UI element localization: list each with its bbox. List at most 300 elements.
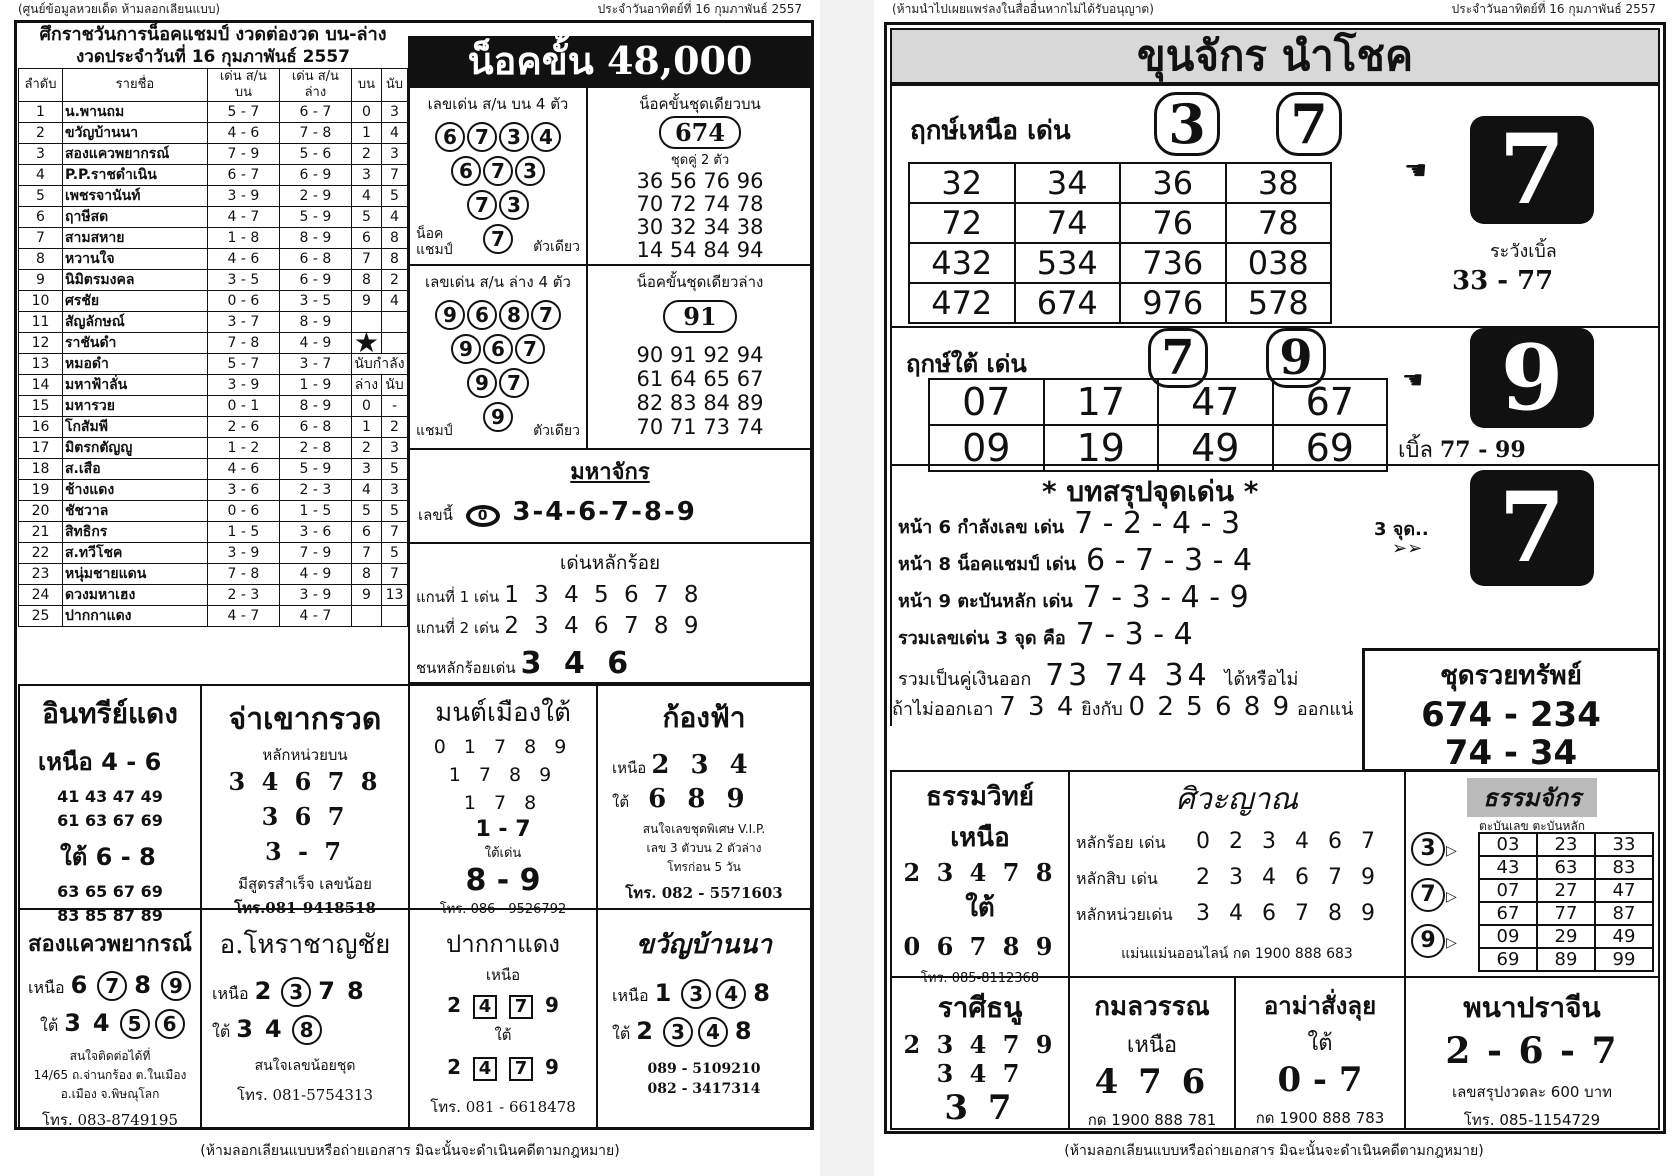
number-circle: 6 — [483, 334, 513, 364]
mont-r4: 1 - 7 — [475, 817, 531, 842]
indra-north-nums — [20, 785, 200, 833]
name-cell: สองแควพยากรณ์ — [63, 144, 208, 165]
top-cell: 1 - 5 — [207, 522, 279, 543]
top-cell: 4 - 6 — [207, 123, 279, 144]
north-grid-row — [909, 163, 1331, 203]
pakka-south — [410, 1055, 596, 1081]
set-top-title: น็อคขั้นชุดเดียวบน — [639, 95, 761, 113]
single-label: ตัวเดียว — [533, 239, 580, 255]
mont-row: 1 7 8 9 — [448, 764, 558, 786]
knock-banner — [408, 36, 812, 86]
number-circle: 9 — [483, 402, 513, 432]
dhamma-key-row — [1410, 878, 1474, 924]
table-row — [19, 228, 408, 249]
summary-line-label: หน้า 9 ตะบันหลัก เด่น — [898, 591, 1073, 612]
dhamma-key-row — [1410, 924, 1474, 970]
nab-cell: 4 — [382, 291, 408, 312]
pakka-digit: 4 — [473, 1057, 497, 1081]
table-row — [19, 543, 408, 564]
row-label: ใต้ — [212, 1022, 231, 1041]
dhamma-grid-row — [1479, 856, 1653, 879]
rank-cell: 12 — [19, 333, 63, 354]
rich-title: ชุดรวยทรัพย์ — [1440, 661, 1582, 691]
rasi-l3: 3 7 — [944, 1088, 1016, 1128]
set-bottom-row: 82 83 84 89 — [636, 391, 764, 415]
kongfa-panel — [596, 684, 812, 910]
bon-cell: 2 — [351, 144, 381, 165]
top-cell: 2 - 3 — [207, 585, 279, 606]
bon-cell: 1 — [351, 417, 381, 438]
number-circle: 3 — [499, 190, 529, 220]
rank-cell: 6 — [19, 207, 63, 228]
pakka-digit: 9 — [545, 993, 559, 1017]
bon-cell: 9 — [351, 291, 381, 312]
song-panel — [18, 908, 202, 1130]
kwan-tel1: 089 - 5109210 — [647, 1061, 761, 1077]
nab-cell — [382, 606, 408, 627]
summary-line-value: 7 - 3 - 4 — [1075, 617, 1193, 652]
north-grid-cell: 74 — [1015, 203, 1121, 243]
set-top-row: 30 32 34 38 — [636, 215, 764, 239]
name-cell: นิมิตรมงคล — [63, 270, 208, 291]
rich-l1: 674 - 234 — [1421, 695, 1601, 735]
name-cell: ช้างแดง — [63, 480, 208, 501]
knock-bottom-right — [590, 266, 810, 448]
rank-cell: 23 — [19, 564, 63, 585]
arma-tel: กด 1900 888 783 — [1255, 1109, 1385, 1127]
indra-title: อินทรีย์แดง — [42, 697, 178, 730]
tham-tel: โทร. 085-8112368 — [920, 971, 1040, 986]
circle-row — [410, 334, 586, 364]
top-cell: 3 - 5 — [207, 270, 279, 291]
mont-panel — [408, 684, 598, 917]
bottom-cell: 4 - 9 — [279, 333, 351, 354]
marked-digit: 6 — [155, 1009, 185, 1039]
rank-cell: 22 — [19, 543, 63, 564]
top-cell: 0 - 1 — [207, 396, 279, 417]
rank-cell: 19 — [19, 480, 63, 501]
arma-panel — [1234, 976, 1406, 1130]
number-circle: 3 — [499, 122, 529, 152]
marked-digit: 8 — [346, 977, 364, 1005]
kongfa-south-label: ใต้ — [612, 793, 630, 811]
indra-north: 4 - 6 — [101, 748, 162, 776]
else-line — [892, 692, 1353, 723]
tham-north-label: เหนือ — [950, 823, 1010, 853]
north-grid-cell: 76 — [1120, 203, 1226, 243]
bottom-cell: 8 - 9 — [279, 396, 351, 417]
mont-row: 0 1 7 8 9 — [433, 736, 573, 758]
mahachak-title: มหาจักร — [570, 460, 650, 485]
pakka-title: ปากกาแดง — [445, 930, 561, 958]
indra-north-label: เหนือ — [38, 748, 93, 776]
south-label: ฤกษ์ใต้ เด่น — [906, 350, 1027, 378]
north-grid-cell: 736 — [1120, 243, 1226, 283]
set-top-row: 36 56 76 96 — [636, 169, 764, 193]
bottom-cell: 6 - 8 — [279, 249, 351, 270]
south-grid-cell: 17 — [1044, 379, 1159, 425]
south-grid-cell: 19 — [1044, 425, 1159, 471]
south-grid-cell: 49 — [1158, 425, 1273, 471]
name-cell: หมอดำ — [63, 354, 208, 375]
number-circle: 7 — [483, 224, 513, 254]
siva-row — [1076, 901, 1404, 937]
number-circle: 9 — [435, 300, 465, 330]
top-cell: 4 - 6 — [207, 249, 279, 270]
pakka-tel: โทร. 081 - 6618478 — [430, 1098, 576, 1116]
bon-cell: 1 — [351, 123, 381, 144]
else-val: 7 3 4 — [999, 692, 1076, 722]
win-value: 3 4 6 — [520, 646, 635, 681]
dhamma-grid-cell: 89 — [1537, 948, 1595, 971]
song-title: สองแควพยากรณ์ — [28, 931, 192, 957]
rank-cell: 7 — [19, 228, 63, 249]
knock-table-panel — [18, 24, 408, 684]
col-rank: ลำดับ — [19, 69, 63, 102]
rank-cell: 13 — [19, 354, 63, 375]
set-bottom-row: 61 64 65 67 — [636, 367, 764, 391]
number-circle: 3 — [515, 156, 545, 186]
rank-cell: 24 — [19, 585, 63, 606]
hora-title: อ.โหราชาญชัย — [219, 930, 391, 960]
table-row — [19, 207, 408, 228]
row-label: เหนือ — [612, 986, 649, 1005]
knock-bottom-circles — [410, 300, 586, 432]
table-title: ศึกราชวันการน็อคแชมป์ งวดต่องวด บน-ล่าง — [39, 24, 387, 45]
nab-cell: 5 — [382, 186, 408, 207]
south-grid-cell: 47 — [1158, 379, 1273, 425]
dhamma-grid-cell: 03 — [1479, 833, 1537, 856]
jakrub-sub: หลักหน่วยบน — [262, 746, 348, 764]
name-cell: ศรชัย — [63, 291, 208, 312]
jakrub-n3: 3 - 7 — [264, 837, 346, 866]
siva-title: ศิวะญาณ — [1175, 782, 1299, 817]
number-circle: 7 — [499, 368, 529, 398]
knock-banner-text: น็อคขั้น 48,000 — [408, 36, 812, 86]
south-d1: 7 — [1148, 328, 1208, 388]
dhamma-key-row — [1410, 832, 1474, 878]
dhamma-grid-row — [1479, 879, 1653, 902]
south-grid — [928, 378, 1388, 472]
dhamma-grid-cell: 87 — [1595, 902, 1653, 925]
ranking-body — [19, 102, 408, 627]
bottom-cell: 4 - 9 — [279, 564, 351, 585]
circle-row — [410, 368, 586, 398]
bon-cell: 3 — [351, 165, 381, 186]
north-grid-cell: 432 — [909, 243, 1015, 283]
pair-vals: 73 74 34 — [1045, 658, 1211, 693]
rank-cell: 25 — [19, 606, 63, 627]
kongfa-note3: โทรก่อน 5 วัน — [667, 860, 741, 874]
rich-panel — [1362, 648, 1660, 772]
out-label: ออกแน่ — [1296, 699, 1354, 720]
number-circle: 4 — [531, 122, 561, 152]
marked-digit: 4 — [264, 1015, 282, 1043]
south-double-label: เบิ้ล — [1398, 438, 1433, 463]
knock-champ-label — [416, 226, 453, 258]
bottom-cell: 6 - 9 — [279, 165, 351, 186]
nab-cell: 8 — [382, 249, 408, 270]
north-grid-cell: 38 — [1226, 163, 1332, 203]
set-bottom-row: 70 71 73 74 — [636, 415, 764, 439]
table-row — [19, 585, 408, 606]
mont-row: 1 7 8 — [463, 792, 543, 814]
marked-digit: 7 — [318, 977, 335, 1005]
summary-big: 7 — [1470, 470, 1594, 586]
number-circle: 7 — [515, 334, 545, 364]
set-top-row: 14 54 84 94 — [636, 238, 764, 262]
dhamma-grid-cell: 27 — [1537, 879, 1595, 902]
number-circle: 7 — [467, 122, 497, 152]
siva-row — [1076, 865, 1404, 901]
marked-digit: 8 — [734, 1017, 752, 1045]
marked-digit: 8 — [753, 979, 770, 1007]
dhamma-key: 7 — [1411, 878, 1445, 912]
marked-digit: 4 — [698, 1017, 728, 1047]
number-circle: 6 — [451, 156, 481, 186]
table-row — [19, 186, 408, 207]
south-double — [1398, 432, 1526, 467]
rank-cell: 17 — [19, 438, 63, 459]
dhamma-grid-cell: 07 — [1479, 879, 1537, 902]
bon-cell: 8 — [351, 270, 381, 291]
kongfa-note2: เลข 3 ตัวบน 2 ตัวล่าง — [646, 841, 762, 855]
bon-cell: 7 — [351, 249, 381, 270]
left-header-date: ประจำวันอาทิตย์ที่ 16 กุมภาพันธ์ 2557 — [597, 2, 802, 16]
summary-line-value: 7 - 3 - 4 - 9 — [1082, 580, 1249, 615]
north-grid — [908, 162, 1332, 324]
bottom-cell: 5 - 9 — [279, 207, 351, 228]
pakka-digit: 4 — [473, 995, 497, 1019]
top-cell: 5 - 7 — [207, 354, 279, 375]
kamon-panel — [1068, 976, 1236, 1130]
siva-panel — [1068, 770, 1406, 978]
axis2-value: 2 3 4 6 7 8 9 — [504, 613, 703, 639]
top-cell: 3 - 9 — [207, 543, 279, 564]
bon-cell: 2 — [351, 438, 381, 459]
col-bottom: เด่น ส/น ล่าง — [279, 69, 351, 102]
bottom-cell: 6 - 8 — [279, 417, 351, 438]
khun-banner-text: ขุนจักร นำโชค — [1136, 31, 1414, 80]
name-cell: ส.เสือ — [63, 459, 208, 480]
north-grid-cell: 674 — [1015, 283, 1121, 323]
south-d2: 9 — [1266, 328, 1326, 388]
table-row — [19, 564, 408, 585]
arrow-icon: ➢➢ — [1392, 538, 1423, 559]
table-row — [19, 417, 408, 438]
nab-cell: 4 — [382, 207, 408, 228]
north-label: ฤกษ์เหนือ เด่น — [910, 116, 1071, 146]
row-label: ใต้ — [40, 1016, 59, 1035]
kamon-title: กมลวรรณ — [1094, 992, 1210, 1022]
south-double-val: 77 - 99 — [1439, 437, 1526, 463]
indra-south: 6 - 8 — [95, 843, 156, 871]
hora-tel: โทร. 081-5754313 — [236, 1086, 374, 1104]
bon-cell: 0 — [351, 396, 381, 417]
nab-cell — [382, 312, 408, 333]
point-label: 3 จุด.. — [1374, 519, 1429, 540]
pana-title: พนาปราจีน — [1463, 991, 1601, 1024]
top-cell: 0 - 6 — [207, 291, 279, 312]
bon-cell: ล่าง — [351, 375, 381, 396]
name-cell: ส.ทวีโชค — [63, 543, 208, 564]
name-cell: มหารวย — [63, 396, 208, 417]
single-label-bottom: ตัวเดียว — [533, 423, 580, 439]
song-north — [28, 971, 200, 1001]
south-grid-row — [929, 379, 1387, 425]
bon-cell: 7 — [351, 543, 381, 564]
set-top-rows — [590, 170, 810, 262]
dhamma-panel — [1404, 770, 1660, 978]
axis2-label: แกนที่ 2 เด่น — [416, 619, 500, 637]
rank-cell: 9 — [19, 270, 63, 291]
tham-panel — [890, 770, 1070, 986]
pair-line — [898, 658, 1298, 693]
name-cell: P.P.ราชดำเนิน — [63, 165, 208, 186]
table-row — [19, 291, 408, 312]
dhamma-key: 3 — [1411, 832, 1445, 866]
left-header — [0, 0, 820, 18]
pana-num: 2 - 6 - 7 — [1445, 1030, 1619, 1072]
kwan-south — [612, 1017, 810, 1047]
nab-cell: - — [382, 396, 408, 417]
name-cell: สิทธิกร — [63, 522, 208, 543]
rasi-l1: 2 3 4 7 9 — [903, 1030, 1057, 1059]
marked-digit: 3 — [663, 1017, 693, 1047]
bon-cell: 9 — [351, 585, 381, 606]
else-label: ถ้าไม่ออกเอา — [892, 699, 994, 720]
top-cell: 7 - 8 — [207, 333, 279, 354]
table-row — [19, 333, 408, 354]
name-cell: น.พานถม — [63, 102, 208, 123]
nab-cell — [382, 333, 408, 354]
top-cell: 3 - 7 — [207, 312, 279, 333]
table-row — [19, 354, 408, 375]
summary-line — [898, 617, 1252, 654]
bon-cell: 0 — [351, 102, 381, 123]
set-bottom-title: น็อคขั้นชุดเดียวล่าง — [636, 273, 764, 291]
kongfa-north-label: เหนือ — [612, 759, 647, 777]
bon-cell: ★ — [351, 333, 381, 354]
table-row — [19, 396, 408, 417]
nab-cell: 8 — [382, 228, 408, 249]
jakrub-note: มีสูตรสำเร็จ เลขน้อย — [238, 875, 372, 893]
top-cell: 6 - 7 — [207, 165, 279, 186]
tham-south: 0 6 7 8 9 — [903, 932, 1057, 961]
number-circle: 7 — [483, 156, 513, 186]
siva-value: 0 2 3 4 6 7 — [1196, 829, 1381, 854]
dhamma-grid-row — [1479, 925, 1653, 948]
tham-south-label: ใต้ — [965, 893, 995, 923]
bon-cell: 4 — [351, 480, 381, 501]
pana-tel: โทร. 085-1154729 — [1463, 1111, 1601, 1129]
summary-line-label: หน้า 6 กำลังเลข เด่น — [898, 517, 1065, 538]
rank-cell: 3 — [19, 144, 63, 165]
hit-val: 0 2 5 6 8 9 — [1128, 692, 1292, 722]
pair-label: ชุดคู่ 2 ตัว — [670, 153, 730, 168]
set-bottom-rows — [590, 343, 810, 439]
set-bottom-num: 91 — [663, 300, 736, 333]
top-cell: 7 - 9 — [207, 144, 279, 165]
north-grid-row — [909, 283, 1331, 323]
bottom-cell: 2 - 9 — [279, 186, 351, 207]
row-label: เหนือ — [212, 984, 249, 1003]
dhamma-grid-cell: 47 — [1595, 879, 1653, 902]
hundreds-panel — [408, 542, 812, 684]
dhamma-grid-row — [1479, 948, 1653, 971]
summary-line — [898, 543, 1252, 580]
indra-south-label: ใต้ — [60, 843, 88, 871]
marked-digit: 9 — [161, 971, 191, 1001]
name-cell: ปากกาแดง — [63, 606, 208, 627]
summary-lines — [898, 506, 1252, 654]
dhamma-grid-cell: 09 — [1479, 925, 1537, 948]
table-row — [19, 501, 408, 522]
mahachak-zero: 0 — [466, 505, 500, 527]
north-warn-val: 33 - 77 — [1452, 266, 1554, 296]
song-note2: 14/65 ถ.จ่านกร้อง ต.ในเมือง — [33, 1068, 187, 1082]
table-row — [19, 165, 408, 186]
bon-cell: 4 — [351, 186, 381, 207]
top-cell: 4 - 7 — [207, 207, 279, 228]
bottom-cell: 2 - 8 — [279, 438, 351, 459]
mont-tel: โทร. 086 - 9526792 — [439, 902, 567, 917]
bottom-cell: 5 - 6 — [279, 144, 351, 165]
summary-line-value: 6 - 7 - 3 - 4 — [1086, 543, 1253, 578]
marked-digit: 4 — [716, 979, 746, 1009]
summary-line-label: หน้า 8 น็อคแชมป์ เด่น — [898, 554, 1077, 575]
pana-note: เลขสรุปงวดละ 600 บาท — [1451, 1083, 1613, 1101]
dhamma-grid-cell: 83 — [1595, 856, 1653, 879]
knock-bottom-title: เลขเด่น ส/น ล่าง 4 ตัว — [425, 273, 571, 291]
marked-digit: 8 — [292, 1015, 322, 1045]
dhamma-key: 9 — [1411, 924, 1445, 958]
hora-north — [212, 977, 408, 1007]
win-label: ชนหลักร้อยเด่น — [416, 659, 516, 677]
page-gutter — [820, 0, 874, 1176]
bon-cell: 6 — [351, 228, 381, 249]
song-tel: โทร. 083-8749195 — [41, 1111, 179, 1129]
kongfa-north: 2 3 4 — [651, 750, 754, 780]
number-circle: 9 — [467, 368, 497, 398]
north-warn: ระวังเบิ้ล — [1490, 241, 1557, 262]
name-cell: สามสหาย — [63, 228, 208, 249]
north-grid-cell: 78 — [1226, 203, 1332, 243]
jakrub-n1: 3 4 6 7 8 — [228, 767, 382, 796]
set-bottom-row: 90 91 92 94 — [636, 343, 764, 367]
rank-cell: 4 — [19, 165, 63, 186]
right-page — [874, 0, 1674, 1176]
kongfa-note1: สนใจเลขชุดพิเศษ V.I.P. — [642, 822, 766, 836]
arma-num: 0 - 7 — [1277, 1060, 1363, 1100]
rank-cell: 11 — [19, 312, 63, 333]
left-page — [0, 0, 820, 1176]
summary-line-value: 7 - 2 - 4 - 3 — [1074, 506, 1241, 541]
rank-cell: 16 — [19, 417, 63, 438]
knock-top-right — [590, 88, 810, 264]
bottom-cell: 3 - 5 — [279, 291, 351, 312]
indra-num-row: 83 85 87 89 — [57, 906, 163, 925]
bon-cell: นับกำลัง — [351, 354, 407, 375]
bottom-cell: 2 - 3 — [279, 480, 351, 501]
table-row — [19, 438, 408, 459]
top-cell: 0 - 6 — [207, 501, 279, 522]
ranking-table — [18, 68, 408, 627]
axis1-value: 1 3 4 5 6 7 8 — [504, 582, 703, 608]
north-grid-cell: 72 — [909, 203, 1015, 243]
dhamma-grid-cell: 67 — [1479, 902, 1537, 925]
nab-cell: 5 — [382, 501, 408, 522]
